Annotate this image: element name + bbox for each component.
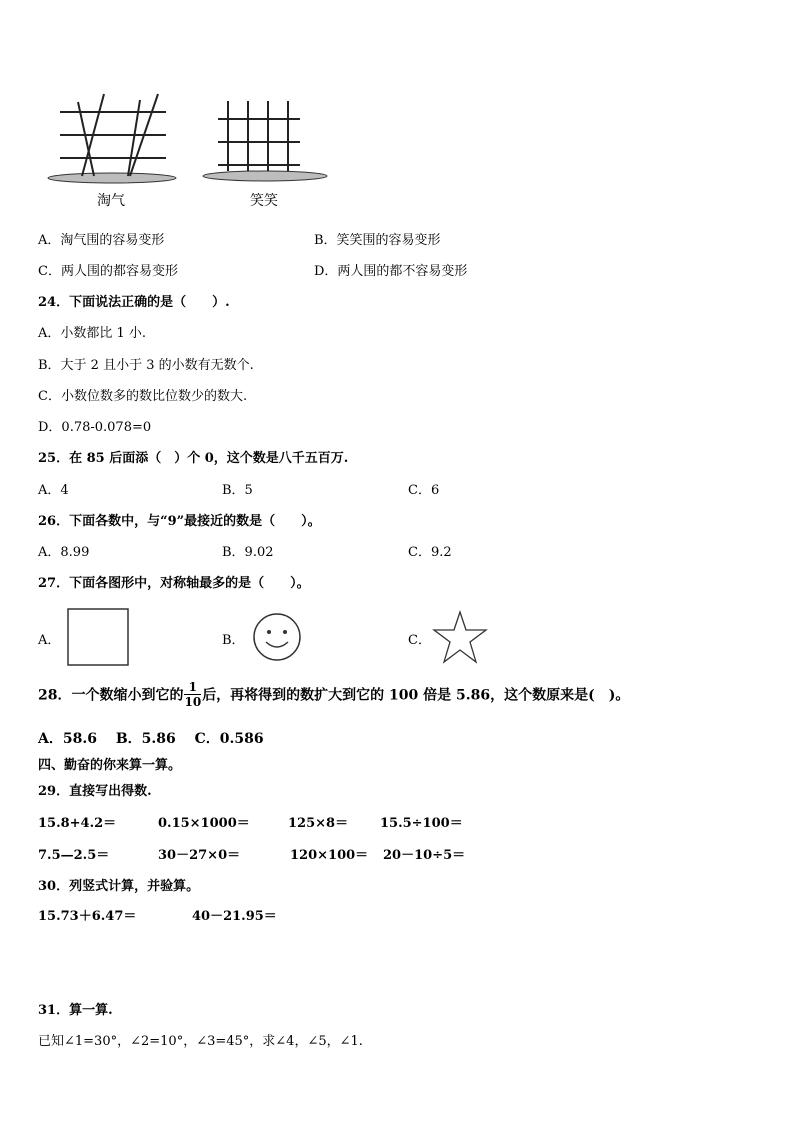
q25-option-b[interactable]: B．5 — [222, 483, 253, 498]
section-4-heading: 四、勤奋的你来算一算。 — [38, 758, 182, 773]
smiley-face-shape — [250, 612, 304, 662]
q25-option-a[interactable]: A．4 — [38, 483, 69, 498]
q27-option-c[interactable]: C． — [408, 633, 431, 648]
q26-stem: 26．下面各数中，与“9”最接近的数是（ ）。 — [38, 514, 321, 529]
q25-stem: 25．在 85 后面添（ ）个 0，这个数是八千五百万. — [38, 451, 349, 466]
q27-option-a[interactable]: A． — [38, 633, 61, 648]
q23-option-d[interactable]: D．两人围的都不容易变形 — [314, 264, 468, 279]
q29-expr: 120×100＝ — [290, 848, 369, 863]
q24-stem: 24．下面说法正确的是（ ）. — [38, 295, 230, 310]
q29-expr: 15.8+4.2＝ — [38, 816, 117, 831]
q26-option-c[interactable]: C．9.2 — [408, 545, 452, 560]
fraction-denominator: 10 — [184, 695, 202, 709]
q24-option-d[interactable]: D．0.78-0.078=0 — [38, 420, 152, 435]
star-shape — [432, 610, 488, 664]
q23-option-b[interactable]: B．笑笑围的容易变形 — [314, 233, 441, 248]
fraction-numerator: 1 — [184, 681, 201, 695]
q28-stem-pre: 28．一个数缩小到它的 — [38, 687, 184, 704]
q28-stem — [38, 681, 629, 708]
q27-stem: 27．下面各图形中，对称轴最多的是（ ）。 — [38, 576, 310, 591]
fence-figure-taoqi — [44, 92, 180, 188]
fence-label-xiaoxiao: 笑笑 — [250, 193, 278, 209]
q25-option-c[interactable]: C．6 — [408, 483, 440, 498]
q28-stem-post: 后，再将得到的数扩大到它的 100 倍是 5.86，这个数原来是( )。 — [202, 687, 630, 704]
fraction-one-tenth — [184, 681, 201, 708]
q29-expr: 0.15×1000＝ — [158, 816, 250, 831]
q30-stem: 30．列竖式计算，并验算。 — [38, 879, 200, 894]
q29-expr: 30－27×0＝ — [158, 848, 241, 863]
q26-option-a[interactable]: A．8.99 — [38, 545, 90, 560]
q24-option-c[interactable]: C．小数位数多的数比位数少的数大. — [38, 389, 248, 404]
q31-text: 已知∠1=30°，∠2=10°，∠3=45°，求∠4，∠5，∠1. — [38, 1034, 363, 1049]
q29-stem: 29．直接写出得数. — [38, 784, 152, 799]
q26-option-b[interactable]: B．9.02 — [222, 545, 274, 560]
q27-option-b[interactable]: B． — [222, 633, 245, 648]
q31-stem: 31．算一算. — [38, 1003, 113, 1018]
q29-expr: 20－10÷5＝ — [383, 848, 466, 863]
fence-label-taoqi: 淘气 — [97, 193, 125, 209]
q28-options[interactable]: A．58.6 B．5.86 C．0.586 — [38, 731, 264, 747]
q30-expr: 15.73＋6.47＝ — [38, 909, 137, 924]
q30-expr: 40－21.95＝ — [192, 909, 277, 924]
q29-expr: 15.5÷100＝ — [380, 816, 463, 831]
q29-expr: 7.5—2.5＝ — [38, 848, 110, 863]
square-shape — [66, 607, 130, 667]
q29-expr: 125×8＝ — [288, 816, 349, 831]
q24-option-b[interactable]: B．大于 2 且小于 3 的小数有无数个. — [38, 358, 254, 373]
fence-figure-xiaoxiao — [200, 97, 330, 187]
q24-option-a[interactable]: A．小数都比 1 小. — [38, 326, 147, 341]
q23-option-c[interactable]: C．两人围的都容易变形 — [38, 264, 178, 279]
q23-option-a[interactable]: A．淘气围的容易变形 — [38, 233, 165, 248]
